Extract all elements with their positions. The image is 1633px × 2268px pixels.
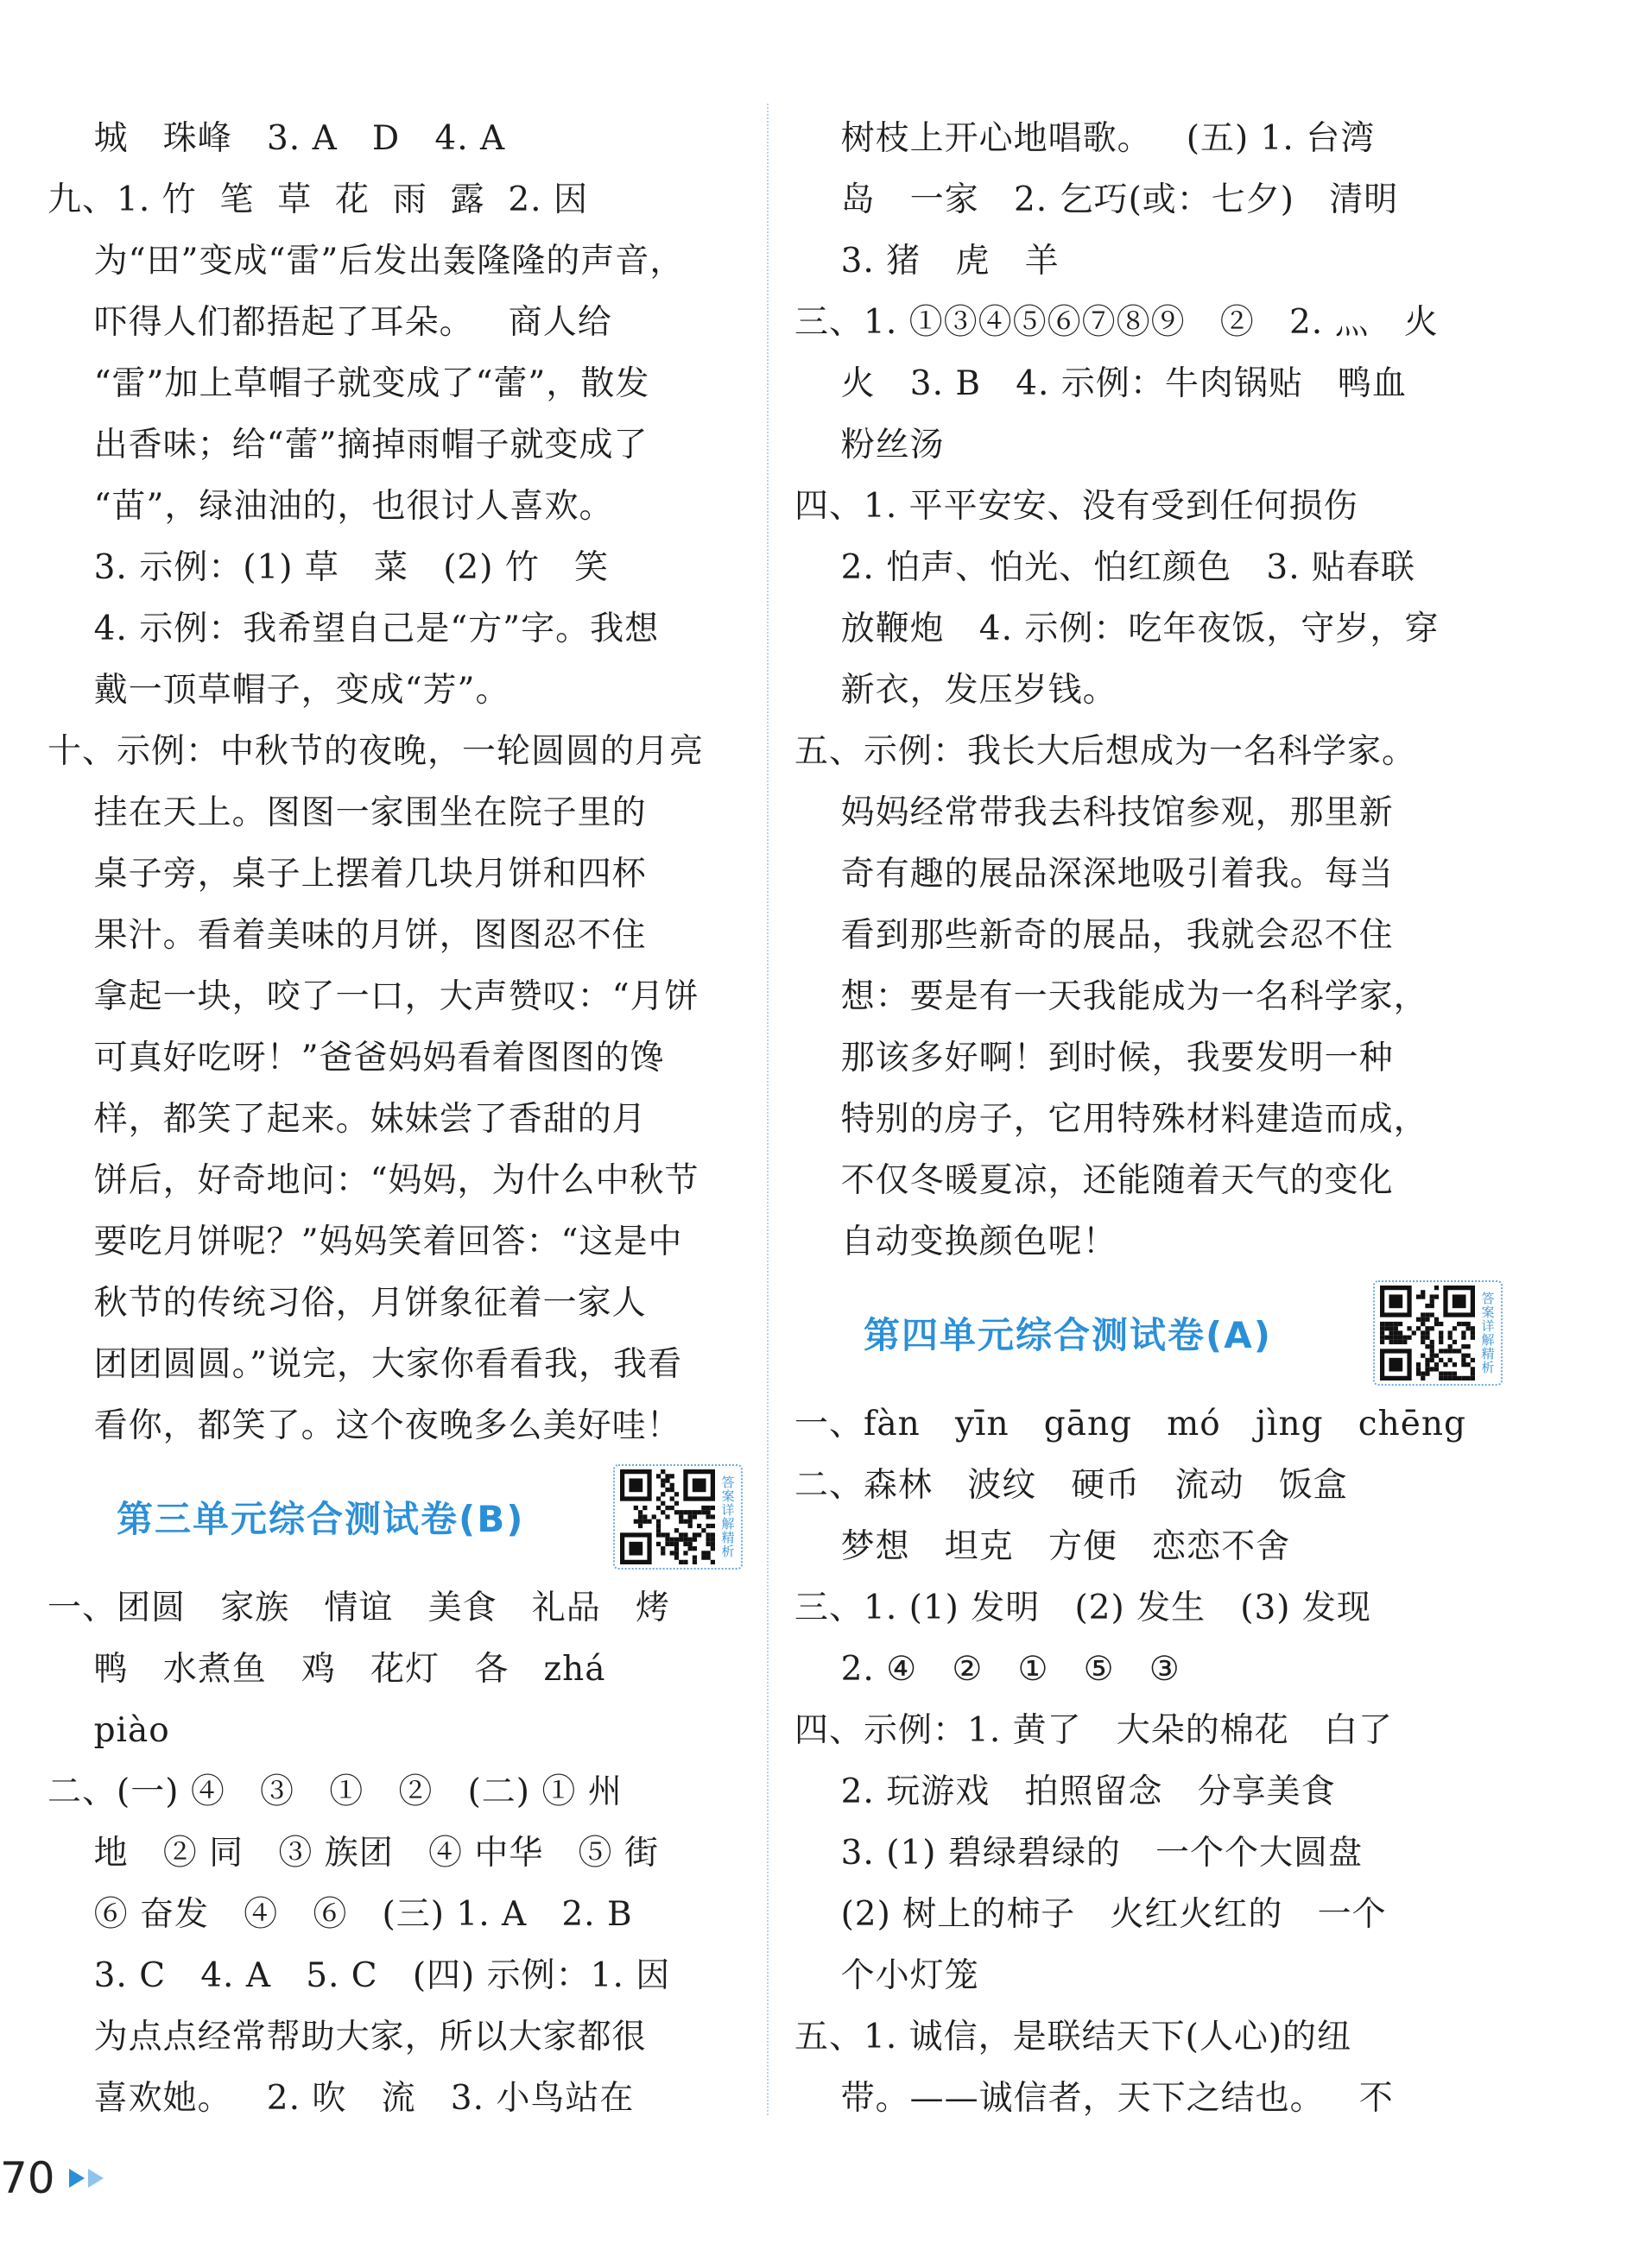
answer-line: 桌子旁，桌子上摆着几块月饼和四杯 xyxy=(47,855,647,894)
answer-line: “苗”，绿油油的，也很讨人喜欢。 xyxy=(47,487,614,526)
answer-line: 样，都笑了起来。妹妹尝了香甜的月 xyxy=(47,1100,647,1139)
answer-line: 拿起一块，咬了一口，大声赞叹：“月饼 xyxy=(47,977,699,1016)
answer-line: 自动变换颜色呢！ xyxy=(794,1222,1117,1261)
column-divider xyxy=(767,104,769,2115)
answer-line: 火 3. B 4. 示例：牛肉锅贴 鸭血 xyxy=(794,364,1408,403)
unit-4-a-heading-row xyxy=(794,1273,1503,1393)
answer-line: ⑥ 奋发 ④ ⑥ (三) 1. A 2. B xyxy=(47,1895,633,1934)
page-number: 70 xyxy=(0,2153,55,2203)
unit-3-b-heading: 第三单元综合测试卷(B) xyxy=(117,1498,525,1540)
answer-line: 看你，都笑了。这个夜晚多么美好哇！ xyxy=(47,1406,681,1445)
qr-code-icon xyxy=(620,1469,715,1564)
answer-line: 果汁。看着美味的月饼，图图忍不住 xyxy=(47,916,647,955)
answer-line: 妈妈经常带我去科技馆参观，那里新 xyxy=(794,793,1394,832)
page-footer xyxy=(0,2148,107,2208)
answer-line: 3. 猪 虎 羊 xyxy=(794,242,1060,281)
answer-line: 四、1. 平平安安、没有受到任何损伤 xyxy=(794,487,1358,526)
answer-line: 3. 示例：(1) 草 菜 (2) 竹 笑 xyxy=(47,548,610,587)
answer-line: 2. ④ ② ① ⑤ ③ xyxy=(794,1650,1180,1689)
unit-4-a-heading: 第四单元综合测试卷(A) xyxy=(864,1314,1272,1356)
answer-line: 四、示例：1. 黄了 大朵的棉花 白了 xyxy=(794,1711,1393,1750)
answer-line: 为点点经常帮助大家，所以大家都很 xyxy=(47,2018,647,2056)
answer-line: 那该多好啊！到时候，我要发明一种 xyxy=(794,1039,1394,1077)
answer-line: 树枝上开心地唱歌。 (五) 1. 台湾 xyxy=(794,119,1376,158)
answer-line: 奇有趣的展品深深地吸引着我。每当 xyxy=(794,855,1394,894)
answer-line: 鸭 水煮鱼 鸡 花灯 各 zhá xyxy=(47,1650,606,1689)
right-answers-bottom xyxy=(794,1393,1503,2129)
qr-caption: 答案详解精析 xyxy=(1481,1291,1495,1375)
answer-line: 一、团圆 家族 情谊 美食 礼品 烤 xyxy=(47,1589,670,1627)
answer-line: “雷”加上草帽子就变成了“蕾”，散发 xyxy=(47,364,650,403)
answer-line: piào xyxy=(47,1711,170,1750)
answer-line: 粉丝汤 xyxy=(794,426,945,464)
answer-line: 个小灯笼 xyxy=(794,1956,979,1995)
left-column xyxy=(47,108,743,2129)
answer-line: 梦想 坦克 方便 恋恋不舍 xyxy=(794,1527,1291,1566)
answer-line: 十、示例：中秋节的夜晚，一轮圆圆的月亮 xyxy=(47,732,705,771)
answer-line: 二、森林 波纹 硬币 流动 饭盒 xyxy=(794,1466,1348,1505)
unit-3-b-heading-row xyxy=(47,1456,743,1577)
answer-line: 戴一顶草帽子，变成“芳”。 xyxy=(47,671,510,710)
answer-line: 地 ② 同 ③ 族团 ④ 中华 ⑤ 街 xyxy=(47,1834,659,1873)
answer-line: 不仅冬暖夏凉，还能随着天气的变化 xyxy=(794,1161,1394,1200)
answer-line: 饼后，好奇地问：“妈妈，为什么中秋节 xyxy=(47,1161,699,1200)
answer-line: 九、1. 竹 笔 草 花 雨 露 2. 因 xyxy=(47,180,588,219)
answer-line: 放鞭炮 4. 示例：吃年夜饭，守岁，穿 xyxy=(794,610,1440,648)
answer-line: 五、示例：我长大后想成为一名科学家。 xyxy=(794,732,1417,771)
qr-code-unit-4-a[interactable] xyxy=(1373,1280,1503,1386)
answer-line: 看到那些新奇的展品，我就会忍不住 xyxy=(794,916,1394,955)
answer-line: 2. 玩游戏 拍照留念 分享美食 xyxy=(794,1772,1336,1811)
arrow-icon xyxy=(88,2169,104,2188)
qr-code-icon xyxy=(1380,1286,1475,1380)
answer-line: 秋节的传统习俗，月饼象征着一家人 xyxy=(47,1284,647,1323)
answer-line: 二、(一) ④ ③ ① ② (二) ① 州 xyxy=(47,1772,623,1811)
answer-line: 3. C 4. A 5. C (四) 示例：1. 因 xyxy=(47,1956,671,1995)
left-answers-top xyxy=(47,108,743,1456)
answer-line: 新衣，发压岁钱。 xyxy=(794,671,1117,710)
answer-line: 三、1. (1) 发明 (2) 发生 (3) 发现 xyxy=(794,1589,1371,1627)
right-column xyxy=(794,108,1503,2129)
answer-line: 想：要是有一天我能成为一名科学家， xyxy=(794,977,1428,1016)
answer-line: 特别的房子，它用特殊材料建造而成， xyxy=(794,1100,1428,1139)
answer-line: 喜欢她。 2. 吹 流 3. 小鸟站在 xyxy=(47,2079,635,2118)
qr-caption: 答案详解精析 xyxy=(721,1475,735,1559)
qr-code-unit-3-b[interactable] xyxy=(613,1464,743,1570)
answer-line: 三、1. ①③④⑤⑥⑦⑧⑨ ② 2. 灬 火 xyxy=(794,303,1439,342)
answer-line: 4. 示例：我希望自己是“方”字。我想 xyxy=(47,610,660,648)
answer-line: (2) 树上的柿子 火红火红的 一个 xyxy=(794,1895,1387,1934)
next-arrows-icon xyxy=(69,2169,107,2188)
answer-line: 挂在天上。图图一家围坐在院子里的 xyxy=(47,793,647,832)
answer-line: 带。——诚信者，天下之结也。 不 xyxy=(794,2079,1394,2118)
answer-line: 城 珠峰 3. A D 4. A xyxy=(47,119,506,158)
answer-line: 2. 怕声、怕光、怕红颜色 3. 贴春联 xyxy=(794,548,1415,587)
left-answers-bottom xyxy=(47,1577,743,2129)
answer-line: 一、fàn yīn gāng mó jìng chēng xyxy=(794,1405,1466,1444)
right-answers-top xyxy=(794,108,1503,1273)
answer-line: 可真好吃呀！”爸爸妈妈看着图图的馋 xyxy=(47,1039,665,1077)
answer-line: 出香味；给“蕾”摘掉雨帽子就变成了 xyxy=(47,426,649,464)
answer-line: 要吃月饼呢？”妈妈笑着回答：“这是中 xyxy=(47,1222,683,1261)
answer-line: 团团圆圆。”说完，大家你看看我，我看 xyxy=(47,1345,683,1384)
answer-line: 为“田”变成“雷”后发出轰隆隆的声音， xyxy=(47,242,685,281)
answer-line: 岛 一家 2. 乞巧(或：七夕) 清明 xyxy=(794,180,1399,219)
answer-line: 五、1. 诚信，是联结天下(人心)的纽 xyxy=(794,2018,1352,2056)
answer-line: 吓得人们都捂起了耳朵。 商人给 xyxy=(47,303,612,342)
arrow-icon xyxy=(69,2169,85,2188)
answer-line: 3. (1) 碧绿碧绿的 一个个大圆盘 xyxy=(794,1834,1364,1873)
